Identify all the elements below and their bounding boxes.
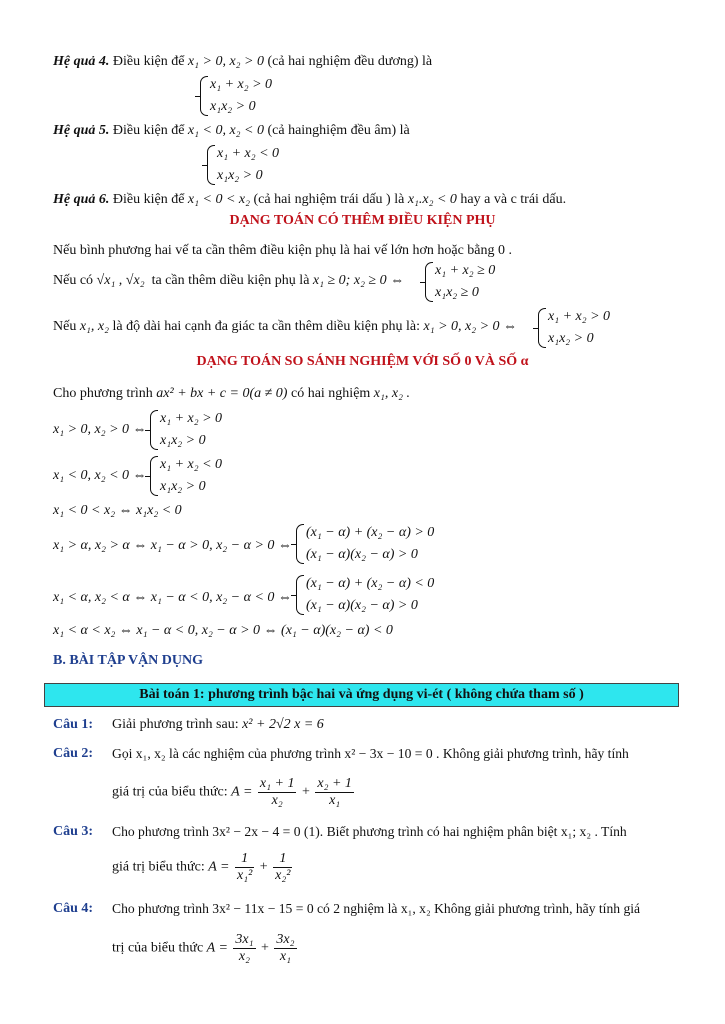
fraction: $\frac{1}{\text{x₂²}}$: [275, 851, 291, 883]
text: giá trị biểu thức:: [112, 859, 205, 875]
system-row: (x₁ − α)(x₂ − α) > 0: [306, 547, 418, 562]
corollary-4-label: Hệ quả 4.: [53, 54, 110, 69]
polygon-system: [538, 306, 610, 350]
question-3-text: Cho phương trình 3x² − 2x − 4 = 0 (1). Biết phương trình có hai nghiệm phân biệt x₁; x₂ . Tính: [112, 824, 627, 839]
question-4-expression: [112, 932, 299, 965]
math-vars: x₁, x₂: [79, 319, 109, 334]
text: Nếu: [53, 319, 77, 334]
corollary-6-label: Hệ quả 6.: [53, 192, 110, 207]
rule-both-negative: x₁ < 0, x₂ < 0 ⇔: [53, 468, 147, 483]
system-row: x₁ + x₂ > 0: [210, 77, 273, 92]
system-row: (x₁ − α) + (x₂ − α) > 0: [306, 525, 435, 540]
corollary-5-intro: Điều kiện để: [112, 123, 185, 138]
rule-both-negative-system: [150, 454, 222, 498]
corollary-5-condition: x₁ < 0, x₂ < 0: [187, 123, 264, 138]
plus-sign: +: [261, 940, 269, 956]
text: giá trị của biểu thức:: [112, 784, 228, 800]
rule-both-positive-system: [150, 408, 222, 452]
text: Cho phương trình: [53, 386, 153, 401]
rule-both-positive: x₁ > 0, x₂ > 0 ⇔: [53, 422, 147, 437]
rule-alpha-between: x₁ < α < x₂ ⇔ x₁ − α < 0, x₂ − α > 0 ⇔ (x₁ − α)(x₂ − α) < 0: [53, 623, 393, 638]
question-4-label: Câu 4:: [53, 901, 94, 916]
question-4-text: Cho phương trình 3x² − 11x − 15 = 0 có 2 nghiệm là x₁, x₂ Không giải phương trình, hãy tính giá: [112, 901, 641, 916]
corollary-4-note: (cả hai nghiệm đều dương) là: [267, 54, 433, 69]
corollary-6-condition-2: x₁.x₂ < 0: [407, 192, 457, 207]
corollary-6-tail: hay a và c trái dấu.: [460, 192, 567, 207]
text: có hai nghiệm: [290, 386, 371, 401]
system-row: x₁ + x₂ ≥ 0: [435, 263, 496, 278]
text: là độ dài hai cạnh đa giác ta cần thêm diều kiện phụ là:: [112, 319, 420, 334]
question-2-text: Gọi x₁, x₂ là các nghiệm của phương trình x² − 3x − 10 = 0 . Không giải phương trình, hãy tính: [112, 746, 629, 761]
math-roots: √x₁ , √x₂: [96, 273, 145, 288]
corollary-5-system: [207, 143, 279, 187]
plus-sign: +: [301, 784, 310, 800]
corollary-6: [53, 191, 566, 209]
system-row: x₁x₂ ≥ 0: [435, 285, 479, 300]
text: Giải phương trình sau:: [112, 717, 239, 732]
system-row: x₁ + x₂ > 0: [548, 309, 611, 324]
system-row: x₁x₂ > 0: [210, 99, 256, 114]
text: ta cần thêm diều kiện phụ là: [151, 273, 310, 288]
question-1-text: [112, 716, 674, 734]
system-row: x₁x₂ > 0: [160, 479, 206, 494]
math-condition: x₁ ≥ 0; x₂ ≥ 0 ⇔: [312, 273, 405, 288]
math-lhs: A =: [231, 784, 253, 800]
question-1-label: Câu 1:: [53, 717, 94, 732]
corollary-5: [53, 122, 410, 140]
system-row: (x₁ − α) + (x₂ − α) < 0: [306, 576, 435, 591]
paragraph-equation: [53, 385, 410, 403]
system-row: x₁x₂ > 0: [548, 331, 594, 346]
paragraph-squaring: Nếu bình phương hai vế ta cần thêm điều kiện phụ là hai vế lớn hơn hoặc bằng 0 .: [53, 243, 513, 258]
question-2-expression: [112, 776, 356, 809]
rule-both-less-alpha: x₁ < α, x₂ < α ⇔ x₁ − α < 0, x₂ − α < 0 ⇔: [53, 590, 292, 605]
system-row: x₁ + x₂ < 0: [160, 457, 223, 472]
math-equation: ax² + bx + c = 0(a ≠ 0): [156, 386, 288, 401]
math-lhs: A =: [208, 859, 230, 875]
fraction: $\frac{\text{3x₂}}{\text{x₁}}$: [276, 932, 295, 964]
corollary-4: [53, 53, 432, 71]
roots-system: [425, 260, 495, 304]
corollary-4-system: [200, 74, 272, 118]
math-vars: x₁, x₂ .: [373, 386, 410, 401]
question-3-label: Câu 3:: [53, 824, 94, 839]
rule-opposite-signs: x₁ < 0 < x₂ ⇔ x₁x₂ < 0: [53, 503, 182, 518]
text: Nếu có: [53, 273, 94, 288]
fraction: $\frac{1}{\text{x₁²}}$: [236, 851, 253, 883]
fraction: $\frac{\text{x₁ + 1}}{\text{x₂}}$: [259, 776, 295, 808]
corollary-4-intro: Điều kiện để: [112, 54, 185, 69]
system-row: x₁ + x₂ > 0: [160, 411, 223, 426]
heading-extra-conditions: DẠNG TOÁN CÓ THÊM ĐIỀU KIỆN PHỤ: [229, 213, 496, 228]
question-3-expression: [112, 851, 294, 884]
corollary-6-intro: Điều kiện để: [112, 192, 185, 207]
problem-banner: Bài toán 1: phương trình bậc hai và ứng dụng vi-ét ( không chứa tham số ): [44, 683, 679, 707]
fraction: $\frac{\text{x₂ + 1}}{\text{x₁}}$: [317, 776, 352, 808]
corollary-4-condition: x₁ > 0, x₂ > 0: [187, 54, 264, 69]
system-row: x₁x₂ > 0: [217, 168, 263, 183]
corollary-6-note: (cả hai nghiệm trái dấu ) là: [253, 192, 405, 207]
rule-both-less-alpha-system: [296, 573, 434, 617]
section-b-title: B. BÀI TẬP VẬN DỤNG: [53, 653, 204, 668]
heading-compare-roots: DẠNG TOÁN SO SÁNH NGHIỆM VỚI SỐ 0 VÀ SỐ α: [196, 354, 529, 369]
system-row: (x₁ − α)(x₂ − α) > 0: [306, 598, 418, 613]
rule-both-greater-alpha: x₁ > α, x₂ > α ⇔ x₁ − α > 0, x₂ − α > 0 ⇔: [53, 538, 292, 553]
math-condition: x₁ > 0, x₂ > 0 ⇔: [423, 319, 518, 334]
paragraph-roots: [53, 272, 404, 290]
system-row: x₁ + x₂ < 0: [217, 146, 280, 161]
corollary-5-note: (cả hainghiệm đều âm) là: [267, 123, 410, 138]
corollary-5-label: Hệ quả 5.: [53, 123, 110, 138]
paragraph-polygon-sides: [53, 318, 517, 336]
math-lhs: A =: [206, 940, 228, 956]
question-2-label: Câu 2:: [53, 746, 94, 761]
plus-sign: +: [259, 859, 268, 875]
rule-both-greater-alpha-system: [296, 522, 434, 566]
fraction: $\frac{\text{3x₁}}{\text{x₂}}$: [235, 932, 254, 964]
corollary-6-condition: x₁ < 0 < x₂: [187, 192, 250, 207]
system-row: x₁x₂ > 0: [160, 433, 206, 448]
text: trị của biểu thức: [112, 940, 204, 956]
math-equation: x² + 2√2 x = 6: [242, 717, 324, 732]
